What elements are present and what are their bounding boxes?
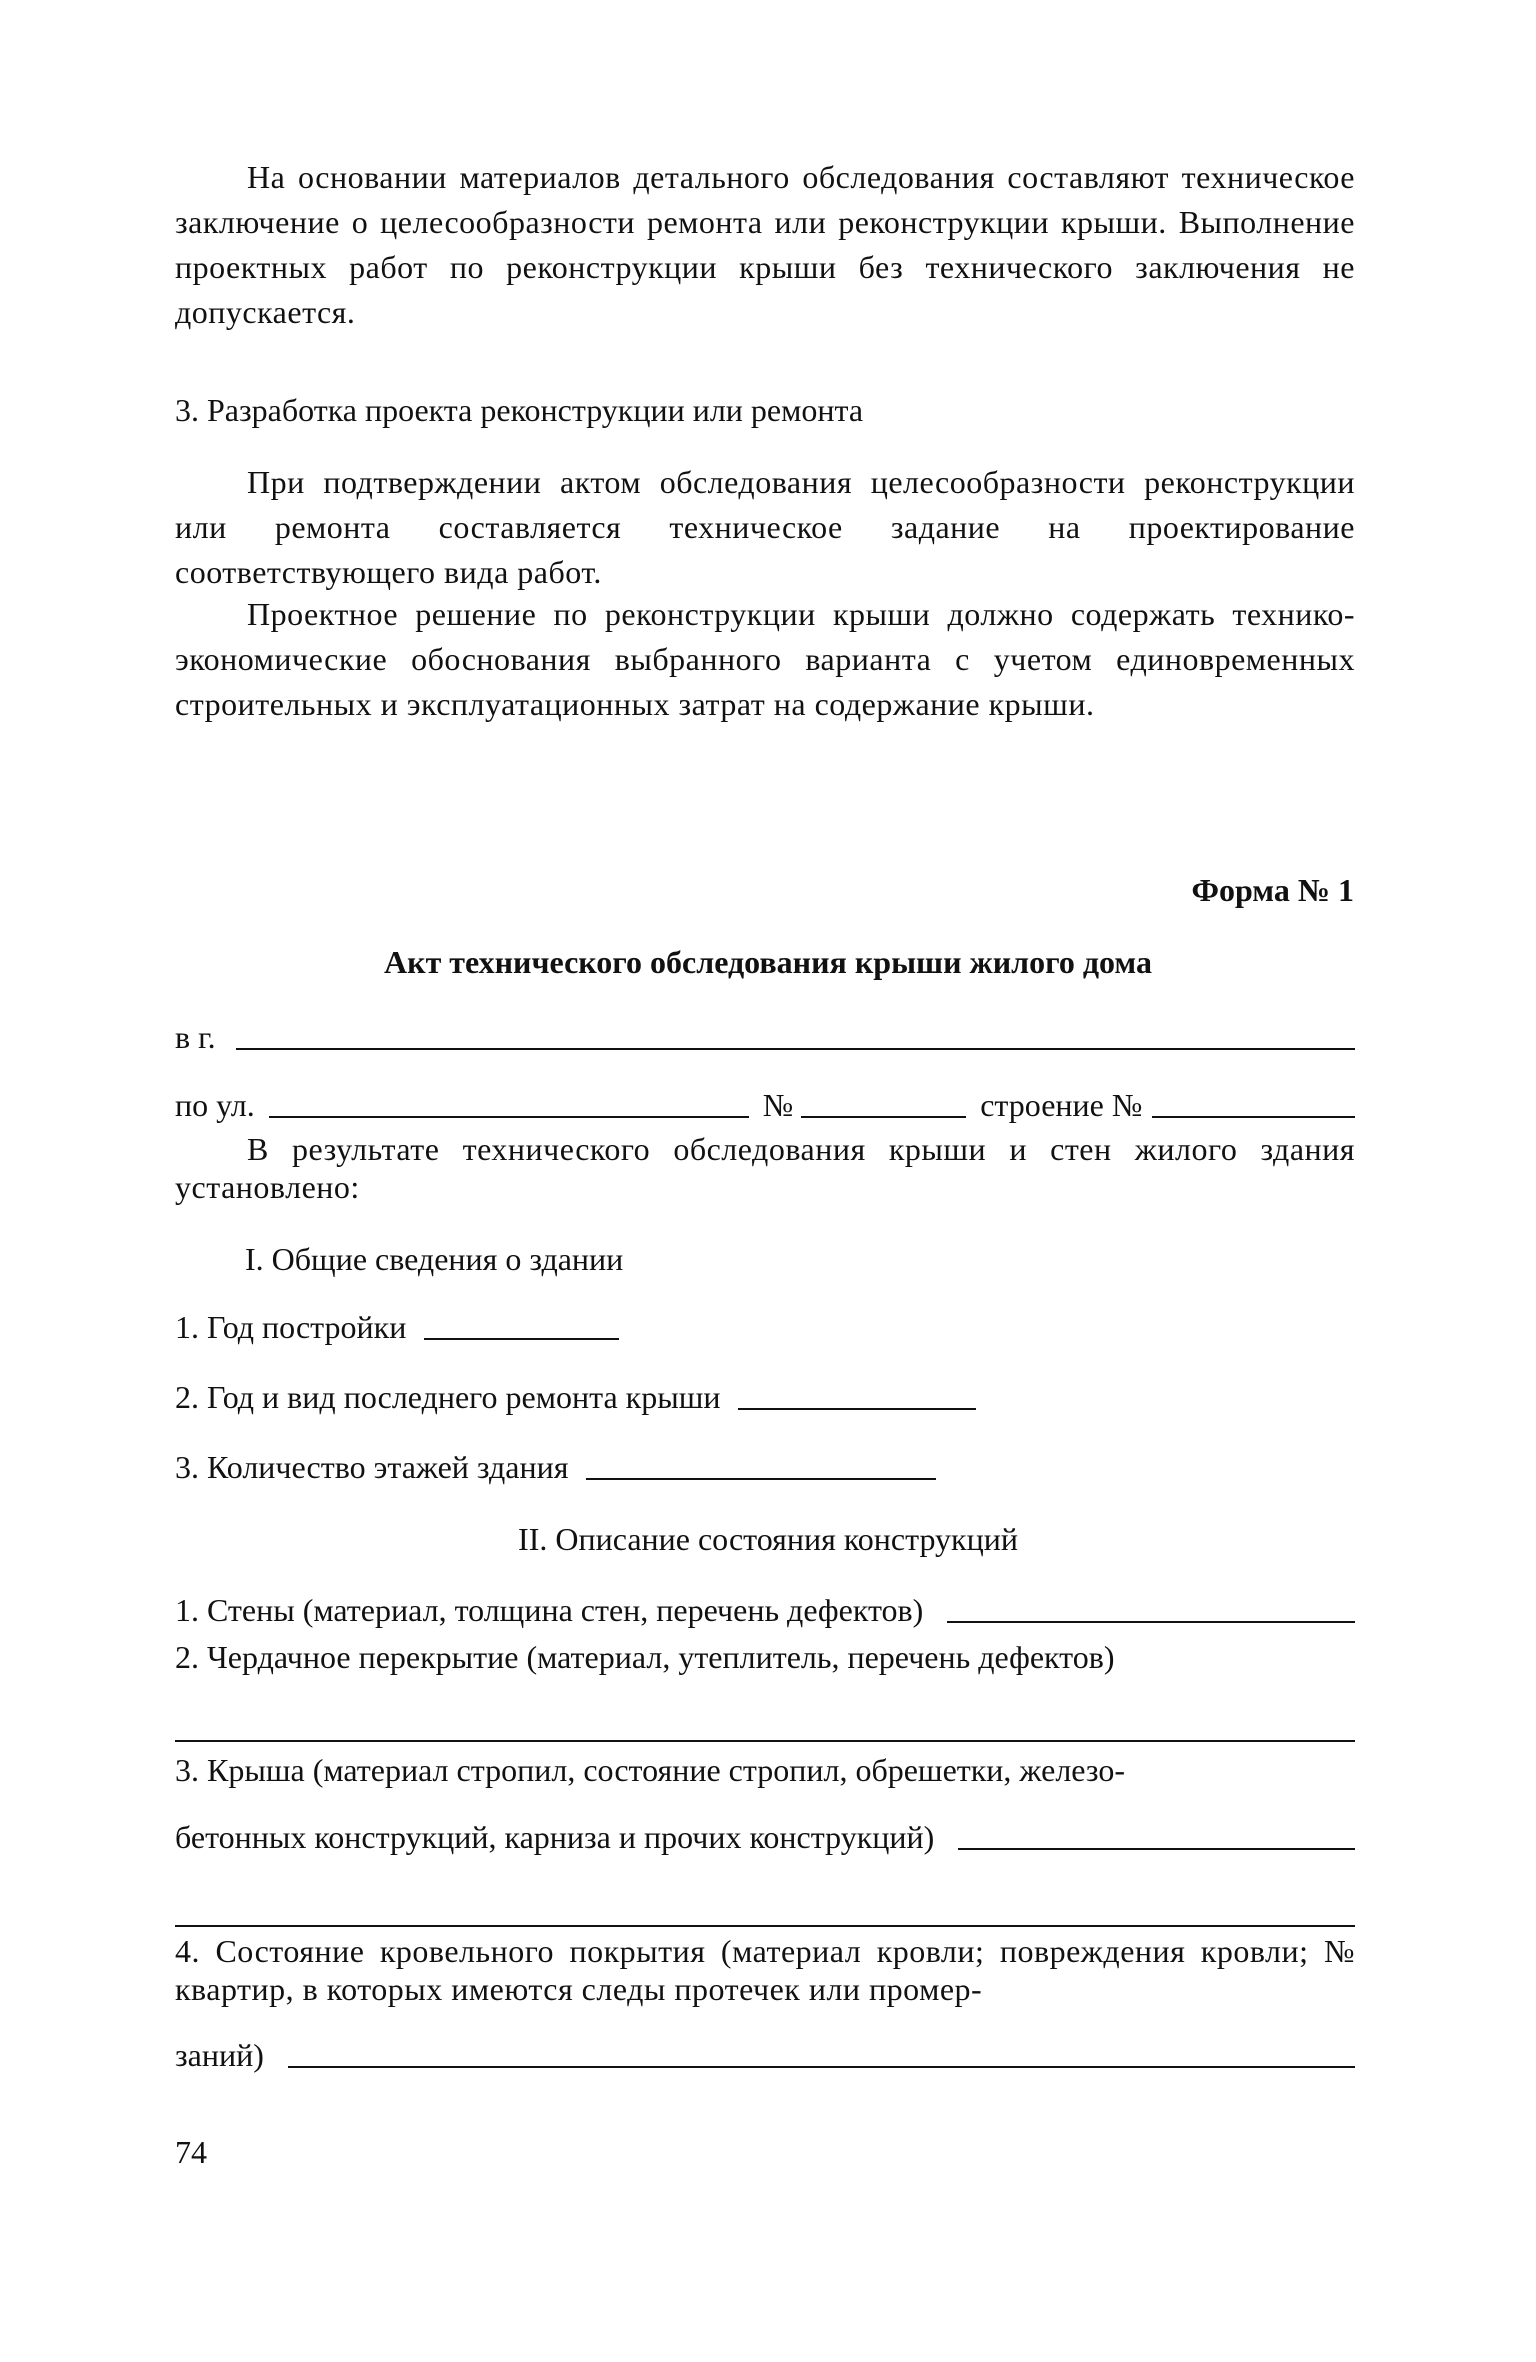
street-row	[175, 1083, 1355, 1128]
building-number-field[interactable]	[1152, 1115, 1355, 1118]
year-built-label: 1. Год постройки	[175, 1309, 407, 1345]
result-text: В результате технического обследования крыши и стен жилого здания установлено:	[175, 1131, 1355, 1205]
floors-row	[175, 1445, 1355, 1490]
last-repair-row	[175, 1375, 1355, 1420]
roof-field[interactable]	[958, 1847, 1355, 1850]
roofing-text: 4. Состояние кровельного покрытия (материал кровли; повреждения кровли; № квартир, в которых имеются следы протечек или промер-	[175, 1933, 1355, 2007]
act-title: Акт технического обследования крыши жилого дома	[384, 944, 1152, 980]
attic-floor-row	[175, 1635, 1355, 1680]
roof-row-2	[175, 1815, 1355, 1860]
floors-field[interactable]	[586, 1477, 936, 1480]
attic-floor-field[interactable]	[175, 1740, 1355, 1742]
last-repair-label: 2. Год и вид последнего ремонта крыши	[175, 1379, 721, 1415]
page-number: 74	[175, 2134, 207, 2170]
roofing-field[interactable]	[288, 2065, 1355, 2068]
section-3-paragraph-2: Проектное решение по реконструкции крыши должно содержать технико-экономические обоснования выбранного варианта с учетом единовременных строительных и эксплуатационных затрат на содержание крыши.	[175, 596, 1355, 722]
walls-field[interactable]	[947, 1620, 1355, 1623]
floors-label: 3. Количество этажей здания	[175, 1449, 569, 1485]
section-3-paragraph-1: При подтверждении актом обследования целесообразности реконструкции или ремонта составляется техническое задание на проектирование соответствующего вида работ.	[175, 464, 1355, 590]
street-label: по ул.	[175, 1087, 255, 1123]
house-number-label: №	[762, 1087, 794, 1123]
roof-row-1	[175, 1748, 1355, 1793]
attic-floor-label: 2. Чердачное перекрытие (материал, утеплитель, перечень дефектов)	[175, 1639, 1115, 1675]
house-number-field[interactable]	[801, 1115, 966, 1118]
city-field[interactable]	[236, 1047, 1355, 1050]
street-field[interactable]	[269, 1115, 749, 1118]
roof-label-1: 3. Крыша (материал стропил, состояние стропил, обрешетки, железо-	[175, 1752, 1125, 1788]
roofing-row	[175, 2033, 1355, 2078]
year-built-row	[175, 1305, 1355, 1350]
walls-row	[175, 1588, 1355, 1633]
building-label: строение №	[980, 1087, 1143, 1123]
section-3-heading: 3. Разработка проекта реконструкции или ремонта	[175, 392, 864, 428]
roofing-label-end: заний)	[175, 2037, 264, 2073]
city-label: в г.	[175, 1019, 216, 1055]
roof-extra-line[interactable]	[175, 1925, 1355, 1927]
intro-paragraph: На основании материалов детального обследования составляют техническое заключение о целесообразности ремонта или реконструкции крыши. Выполнение проектных работ по реконструкции крыши без технического заключения не допускается.	[175, 159, 1355, 330]
part-2-heading: II. Описание состояния конструкций	[518, 1521, 1018, 1557]
year-built-field[interactable]	[424, 1337, 619, 1340]
last-repair-field[interactable]	[738, 1407, 976, 1410]
form-number: Форма № 1	[1191, 872, 1354, 908]
walls-label: 1. Стены (материал, толщина стен, перечень дефектов)	[175, 1592, 924, 1628]
part-1-heading: I. Общие сведения о здании	[245, 1241, 624, 1277]
roof-label-2: бетонных конструкций, карниза и прочих конструкций)	[175, 1819, 935, 1855]
city-row	[175, 1015, 1355, 1060]
